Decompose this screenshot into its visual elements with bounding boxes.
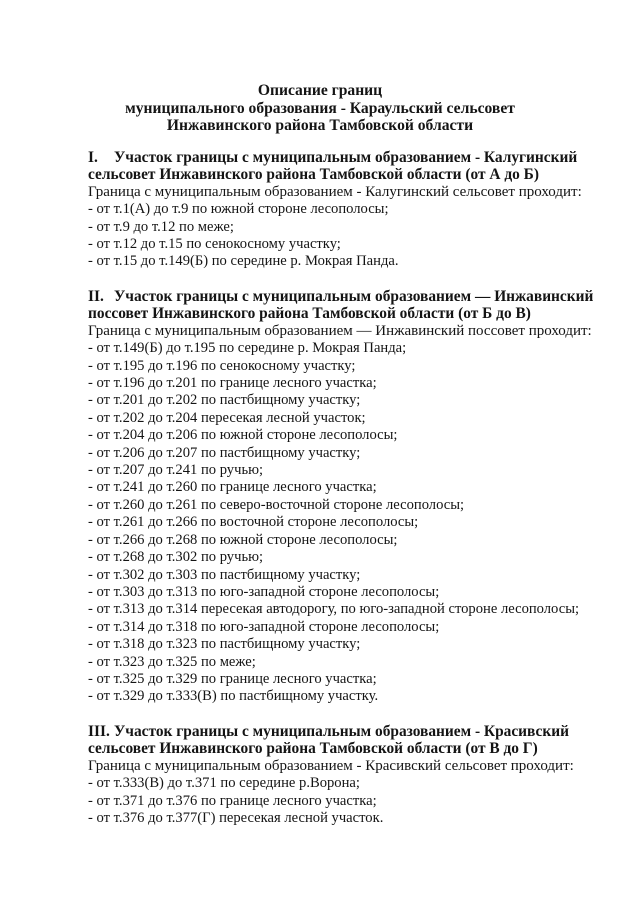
list-item: - от т.266 до т.268 по южной стороне лесополосы; — [88, 531, 398, 548]
section-number: II. — [88, 288, 104, 305]
list-item: - от т.261 до т.266 по восточной стороне лесополосы; — [88, 514, 419, 531]
list-item: - от т.333(В) до т.371 по середине р.Ворона; — [88, 775, 360, 792]
list-item: - от т.325 до т.329 по границе лесного участка; — [88, 670, 377, 687]
list-item: - от т.318 до т.323 по пастбищному участку; — [88, 636, 361, 653]
list-item: - от т.149(Б) до т.195 по середине р. Мокрая Панда; — [88, 340, 407, 357]
list-item: - от т.329 до т.333(В) по пастбищному участку. — [88, 688, 379, 705]
boundary-list — [88, 775, 618, 827]
heading-line: сельсовет Инжавинского района Тамбовской области (от А до Б) — [88, 166, 539, 184]
list-item: - от т.195 до т.196 по сенокосному участку; — [88, 357, 356, 374]
list-item: - от т.268 до т.302 по ручью; — [88, 549, 264, 566]
list-item: - от т.202 до т.204 пересекая лесной участок; — [88, 409, 366, 426]
section-number: III. — [88, 723, 110, 740]
list-item: - от т.1(А) до т.9 по южной стороне лесополосы; — [88, 201, 389, 218]
list-item: - от т.206 до т.207 по пастбищному участку; — [88, 444, 361, 461]
document-title — [0, 82, 640, 135]
section-1 — [88, 149, 618, 271]
section-3 — [88, 723, 618, 827]
list-item: - от т.371 до т.376 по границе лесного участка; — [88, 792, 377, 809]
list-item: - от т.376 до т.377(Г) пересекая лесной участок. — [88, 810, 384, 827]
section-intro: Граница с муниципальным образованием - Красивский сельсовет проходит: — [88, 757, 574, 774]
section-intro: Граница с муниципальным образованием - Калугинский сельсовет проходит: — [88, 183, 582, 200]
section-intro: Граница с муниципальным образованием — Инжавинский поссовет проходит: — [88, 322, 592, 339]
section-heading — [88, 723, 618, 740]
list-item: - от т.204 до т.206 по южной стороне лесополосы; — [88, 427, 398, 444]
list-item: - от т.12 до т.15 по сенокосному участку; — [88, 236, 341, 253]
list-item: - от т.323 до т.325 по меже; — [88, 653, 256, 670]
list-item: - от т.302 до т.303 по пастбищному участку; — [88, 566, 361, 583]
section-2 — [88, 288, 618, 706]
boundary-list — [88, 201, 618, 271]
title-line: Описание границ — [257, 82, 383, 99]
section-heading — [88, 149, 618, 166]
heading-line: Участок границы с муниципальным образованием — Инжавинский — [114, 288, 594, 305]
heading-line: Участок границы с муниципальным образованием - Калугинский — [114, 149, 578, 166]
title-line: муниципального образования - Караульский сельсовет — [125, 99, 515, 117]
list-item: - от т.9 до т.12 по меже; — [88, 218, 234, 235]
section-number: I. — [88, 149, 98, 166]
heading-line: сельсовет Инжавинского района Тамбовской области (от В до Г) — [88, 740, 538, 758]
list-item: - от т.260 до т.261 по северо-восточной стороне лесополосы; — [88, 496, 465, 513]
title-line: Инжавинского района Тамбовской области — [166, 117, 474, 135]
boundary-list — [88, 340, 618, 706]
section-heading — [88, 288, 618, 305]
heading-line: поссовет Инжавинского района Тамбовской области (от Б до В) — [88, 305, 531, 323]
list-item: - от т.303 до т.313 по юго-западной стороне лесополосы; — [88, 583, 440, 600]
list-item: - от т.207 до т.241 по ручью; — [88, 462, 264, 479]
list-item: - от т.313 до т.314 пересекая автодорогу, по юго-западной стороне лесополосы; — [88, 601, 580, 618]
list-item: - от т.201 до т.202 по пастбищному участку; — [88, 392, 361, 409]
list-item: - от т.196 до т.201 по границе лесного участка; — [88, 375, 377, 392]
list-item: - от т.15 до т.149(Б) по середине р. Мокрая Панда. — [88, 253, 399, 270]
list-item: - от т.241 до т.260 по границе лесного участка; — [88, 479, 377, 496]
list-item: - от т.314 до т.318 по юго-западной стороне лесополосы; — [88, 618, 440, 635]
heading-line: Участок границы с муниципальным образованием - Красивский — [114, 723, 569, 740]
